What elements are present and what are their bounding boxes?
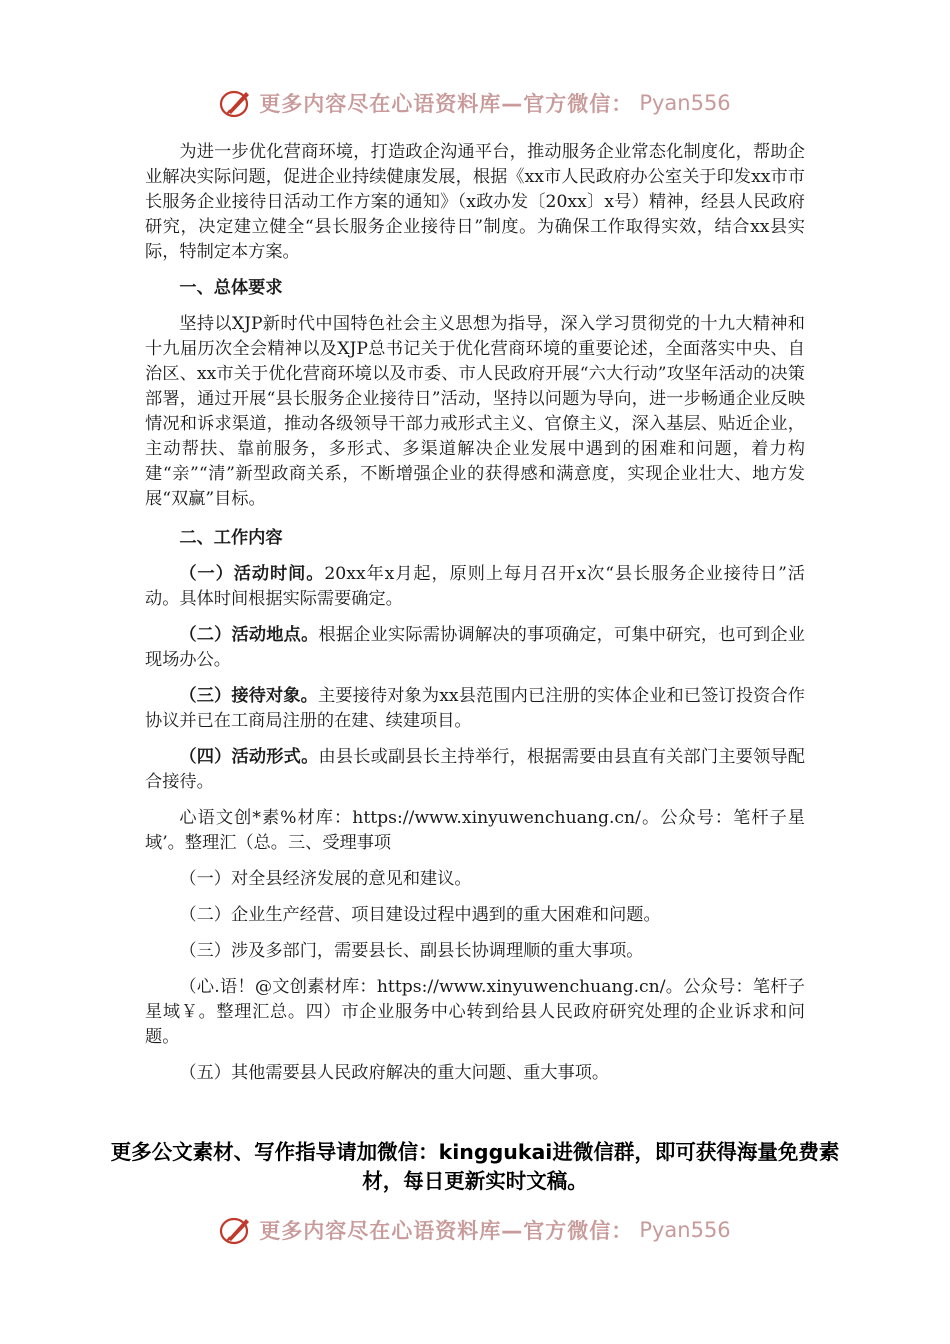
footer-banner [0, 1210, 950, 1250]
work-item-label: （三）接待对象。 [179, 686, 318, 706]
work-item-place [145, 623, 805, 673]
work-item-text: 主要接待对象为xx县范围内已注册的实体企业和已签订投资合作协议并已在工商局注册的在建、续建项目。 [145, 686, 805, 731]
banner-text: 更多内容尽在心语资料库—官方微信： [259, 92, 634, 116]
acceptance-item-5: （五）其他需要县人民政府解决的重大问题、重大事项。 [179, 1063, 610, 1083]
acceptance-item-1: （一）对全县经济发展的意见和建议。 [179, 869, 472, 889]
section-1-body: 坚持以XJP新时代中国特色社会主义思想为指导，深入学习贯彻党的十九大精神和十九届历次全会精神以及XJP总书记关于优化营商环境的重要论述，全面落实中央、自治区、xx市关于优化营商环境以及市委、市人民政府开展“六大行动”攻坚年活动的决策部署，通过开展“县长服务企业接待日”活动，坚持以问题为导向，进一步畅通企业反映情况和诉求渠道，推动各级领导干部力戒形式主义、官僚主义，深入基层、贴近企业，主动帮扶、靠前服务，多形式、多渠道解决企业发展中遇到的困难和问题，着力构建“亲”“清”新型政商关系，不断增强企业的获得感和满意度，实现企业壮大、地方发展“双赢”目标。 [145, 314, 805, 509]
watermark-paragraph-2: （心.语！@文创素材库：https://www.xinyuwenchuang.cn/。公众号：笔杆子星域￥。整理汇总。四）市企业服务中心转到给县人民政府研究处理的企业诉求和问题。 [145, 977, 805, 1047]
work-item-label: （四）活动形式。 [179, 747, 319, 767]
document-body [145, 140, 805, 1086]
section-2-heading: 二、工作内容 [179, 528, 283, 548]
work-item-label: （一）活动时间。 [179, 564, 325, 584]
header-banner [0, 83, 950, 123]
work-item-format [145, 745, 805, 795]
acceptance-item-2: （二）企业生产经营、项目建设过程中遇到的重大困难和问题。 [179, 905, 661, 925]
work-item-target [145, 684, 805, 734]
banner-wechat-id: Pyan556 [639, 91, 731, 115]
footer-promo-note: 更多公文素材、写作指导请加微信：kinggukai进微信群，即可获得海量免费素材，每日更新实时文稿。 [110, 1140, 840, 1193]
banner-wechat-id: Pyan556 [639, 1218, 731, 1242]
work-item-text: 根据企业实际需协调解决的事项确定，可集中研究，也可到企业现场办公。 [145, 625, 805, 670]
watermark-paragraph-1: 心语文创*素%材库：https://www.xinyuwenchuang.cn/。公众号：笔杆子星域’。整理汇（总。三、受理事项 [145, 808, 805, 853]
intro-paragraph: 为进一步优化营商环境，打造政企沟通平台，推动服务企业常态化制度化，帮助企业解决实际问题，促进企业持续健康发展，根据《xx市人民政府办公室关于印发xx市市长服务企业接待日活动工作方案的通知》（x政办发〔20xx〕x号）精神，经县人民政府研究，决定建立健全“县长服务企业接待日”制度。为确保工作取得实效，结合xx县实际，特制定本方案。 [145, 142, 805, 262]
work-item-text: 20xx年x月起，原则上每月召开x次“县长服务企业接待日”活动。具体时间根据实际需要确定。 [145, 564, 805, 609]
quill-pen-logo-icon [219, 1213, 253, 1247]
acceptance-item-3: （三）涉及多部门，需要县长、副县长协调理顺的重大事项。 [179, 941, 644, 961]
banner-text: 更多内容尽在心语资料库—官方微信： [259, 1219, 634, 1243]
work-item-label: （二）活动地点。 [179, 625, 319, 645]
section-1-heading: 一、总体要求 [179, 278, 283, 298]
work-item-text: 由县长或副县长主持举行，根据需要由县直有关部门主要领导配合接待。 [145, 747, 805, 792]
work-item-time [145, 562, 805, 612]
quill-pen-logo-icon [219, 86, 253, 120]
